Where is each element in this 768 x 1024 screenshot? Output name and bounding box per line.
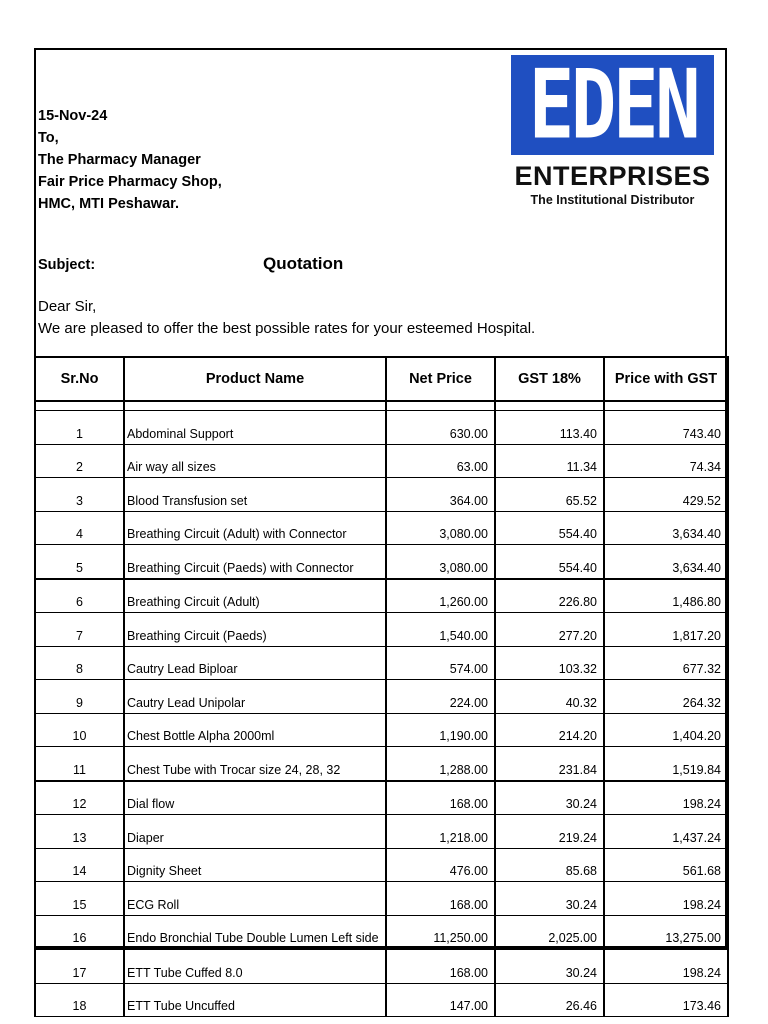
cell-net-price: 168.00 <box>386 781 495 815</box>
cell-net-price: 224.00 <box>386 680 495 714</box>
cell-product-name: Cautry Lead Biploar <box>124 646 386 680</box>
cell-net-price: 168.00 <box>386 882 495 916</box>
cell-net-price: 11,250.00 <box>386 915 495 949</box>
cell-sr-no: 15 <box>35 882 124 916</box>
cell-product-name: Air way all sizes <box>124 444 386 478</box>
cell-gst: 554.40 <box>495 545 604 579</box>
cell-price-with-gst: 561.68 <box>604 848 728 882</box>
table-row <box>35 848 728 882</box>
cell-sr-no: 10 <box>35 713 124 747</box>
cell-sr-no: 8 <box>35 646 124 680</box>
cell-net-price: 630.00 <box>386 411 495 445</box>
table-row <box>35 646 728 680</box>
cell-price-with-gst: 677.32 <box>604 646 728 680</box>
header-price-with-gst: Price with GST <box>604 357 728 401</box>
cell-sr-no: 13 <box>35 815 124 849</box>
cell-price-with-gst: 198.24 <box>604 882 728 916</box>
cell-net-price: 364.00 <box>386 478 495 512</box>
cell-product-name: Breathing Circuit (Adult) with Connector <box>124 511 386 545</box>
table-row <box>35 545 728 579</box>
letter-text: We are pleased to offer the best possible rates for your esteemed Hospital. <box>38 320 536 337</box>
cell-sr-no: 4 <box>35 511 124 545</box>
cell-product-name: Diaper <box>124 815 386 849</box>
cell-sr-no: 18 <box>35 983 124 1017</box>
cell-net-price: 147.00 <box>386 983 495 1017</box>
table-row <box>35 680 728 714</box>
cell-product-name: Breathing Circuit (Adult) <box>124 579 386 613</box>
cell-gst: 226.80 <box>495 579 604 613</box>
recipient: The Pharmacy Manager <box>38 152 201 168</box>
header-gst: GST 18% <box>495 357 604 401</box>
cell-gst: 103.32 <box>495 646 604 680</box>
to-label: To, <box>38 130 59 146</box>
cell-price-with-gst: 1,817.20 <box>604 613 728 647</box>
cell-sr-no: 7 <box>35 613 124 647</box>
cell-price-with-gst: 3,634.40 <box>604 545 728 579</box>
subject-label: Subject: <box>38 257 96 273</box>
cell-net-price: 3,080.00 <box>386 545 495 579</box>
cell-price-with-gst: 173.46 <box>604 983 728 1017</box>
table-row <box>35 882 728 916</box>
header-product-name: Product Name <box>124 357 386 401</box>
company-logo <box>511 48 714 207</box>
table-row <box>35 579 728 613</box>
cell-product-name: Endo Bronchial Tube Double Lumen Left side <box>124 915 386 949</box>
cell-net-price: 1,190.00 <box>386 713 495 747</box>
table-row <box>35 478 728 512</box>
cell-price-with-gst: 198.24 <box>604 949 728 983</box>
cell-sr-no: 1 <box>35 411 124 445</box>
cell-price-with-gst: 13,275.00 <box>604 915 728 949</box>
table-row <box>35 815 728 849</box>
cell-product-name: Blood Transfusion set <box>124 478 386 512</box>
logo-brand: EDEN <box>528 48 697 161</box>
table-row <box>35 411 728 445</box>
cell-sr-no: 5 <box>35 545 124 579</box>
cell-gst: 219.24 <box>495 815 604 849</box>
cell-price-with-gst: 3,634.40 <box>604 511 728 545</box>
cell-product-name: Breathing Circuit (Paeds) <box>124 613 386 647</box>
letter-body <box>38 296 535 340</box>
cell-gst: 30.24 <box>495 781 604 815</box>
cell-gst: 11.34 <box>495 444 604 478</box>
cell-gst: 65.52 <box>495 478 604 512</box>
salutation: Dear Sir, <box>38 298 97 315</box>
cell-gst: 113.40 <box>495 411 604 445</box>
cell-sr-no: 3 <box>35 478 124 512</box>
cell-product-name: Cautry Lead Unipolar <box>124 680 386 714</box>
cell-sr-no: 17 <box>35 949 124 983</box>
cell-net-price: 476.00 <box>386 848 495 882</box>
table-body <box>35 401 728 1017</box>
cell-price-with-gst: 1,519.84 <box>604 747 728 781</box>
location: HMC, MTI Peshawar. <box>38 196 180 212</box>
table-row <box>35 983 728 1017</box>
cell-gst: 231.84 <box>495 747 604 781</box>
table-spacer-row <box>35 401 728 411</box>
cell-gst: 40.32 <box>495 680 604 714</box>
cell-gst: 26.46 <box>495 983 604 1017</box>
cell-sr-no: 11 <box>35 747 124 781</box>
cell-price-with-gst: 429.52 <box>604 478 728 512</box>
cell-gst: 2,025.00 <box>495 915 604 949</box>
table-row <box>35 915 728 949</box>
cell-price-with-gst: 198.24 <box>604 781 728 815</box>
cell-gst: 85.68 <box>495 848 604 882</box>
table-row <box>35 747 728 781</box>
cell-net-price: 1,218.00 <box>386 815 495 849</box>
cell-product-name: Dial flow <box>124 781 386 815</box>
cell-sr-no: 16 <box>35 915 124 949</box>
cell-net-price: 168.00 <box>386 949 495 983</box>
cell-sr-no: 12 <box>35 781 124 815</box>
table-row <box>35 949 728 983</box>
header-net-price: Net Price <box>386 357 495 401</box>
table-row <box>35 444 728 478</box>
table-row <box>35 781 728 815</box>
cell-net-price: 1,288.00 <box>386 747 495 781</box>
table-row <box>35 713 728 747</box>
quotation-table <box>34 356 729 1017</box>
cell-gst: 554.40 <box>495 511 604 545</box>
cell-price-with-gst: 1,486.80 <box>604 579 728 613</box>
cell-price-with-gst: 1,404.20 <box>604 713 728 747</box>
logo-company-name: ENTERPRISES <box>514 161 711 191</box>
cell-product-name: Chest Tube with Trocar size 24, 28, 32 <box>124 747 386 781</box>
cell-product-name: ETT Tube Cuffed 8.0 <box>124 949 386 983</box>
cell-price-with-gst: 1,437.24 <box>604 815 728 849</box>
cell-price-with-gst: 264.32 <box>604 680 728 714</box>
cell-gst: 30.24 <box>495 882 604 916</box>
cell-net-price: 1,260.00 <box>386 579 495 613</box>
quotation-sheet <box>34 48 727 1013</box>
cell-net-price: 3,080.00 <box>386 511 495 545</box>
cell-price-with-gst: 74.34 <box>604 444 728 478</box>
cell-gst: 214.20 <box>495 713 604 747</box>
table-row <box>35 613 728 647</box>
cell-gst: 277.20 <box>495 613 604 647</box>
logo-brand-box <box>511 48 714 161</box>
cell-sr-no: 9 <box>35 680 124 714</box>
table-header-row <box>35 357 728 401</box>
address-block <box>38 105 222 215</box>
cell-net-price: 63.00 <box>386 444 495 478</box>
cell-price-with-gst: 743.40 <box>604 411 728 445</box>
cell-product-name: ETT Tube Uncuffed <box>124 983 386 1017</box>
cell-product-name: Abdominal Support <box>124 411 386 445</box>
cell-product-name: Dignity Sheet <box>124 848 386 882</box>
cell-product-name: ECG Roll <box>124 882 386 916</box>
cell-net-price: 574.00 <box>386 646 495 680</box>
logo-tagline: The Institutional Distributor <box>530 193 695 207</box>
header-sr-no: Sr.No <box>35 357 124 401</box>
shop-name: Fair Price Pharmacy Shop, <box>38 174 222 190</box>
date: 15-Nov-24 <box>38 108 108 124</box>
cell-net-price: 1,540.00 <box>386 613 495 647</box>
cell-sr-no: 6 <box>35 579 124 613</box>
cell-sr-no: 14 <box>35 848 124 882</box>
cell-gst: 30.24 <box>495 949 604 983</box>
table-row <box>35 511 728 545</box>
cell-product-name: Breathing Circuit (Paeds) with Connector <box>124 545 386 579</box>
cell-product-name: Chest Bottle Alpha 2000ml <box>124 713 386 747</box>
cell-sr-no: 2 <box>35 444 124 478</box>
subject-value: Quotation <box>263 254 344 273</box>
